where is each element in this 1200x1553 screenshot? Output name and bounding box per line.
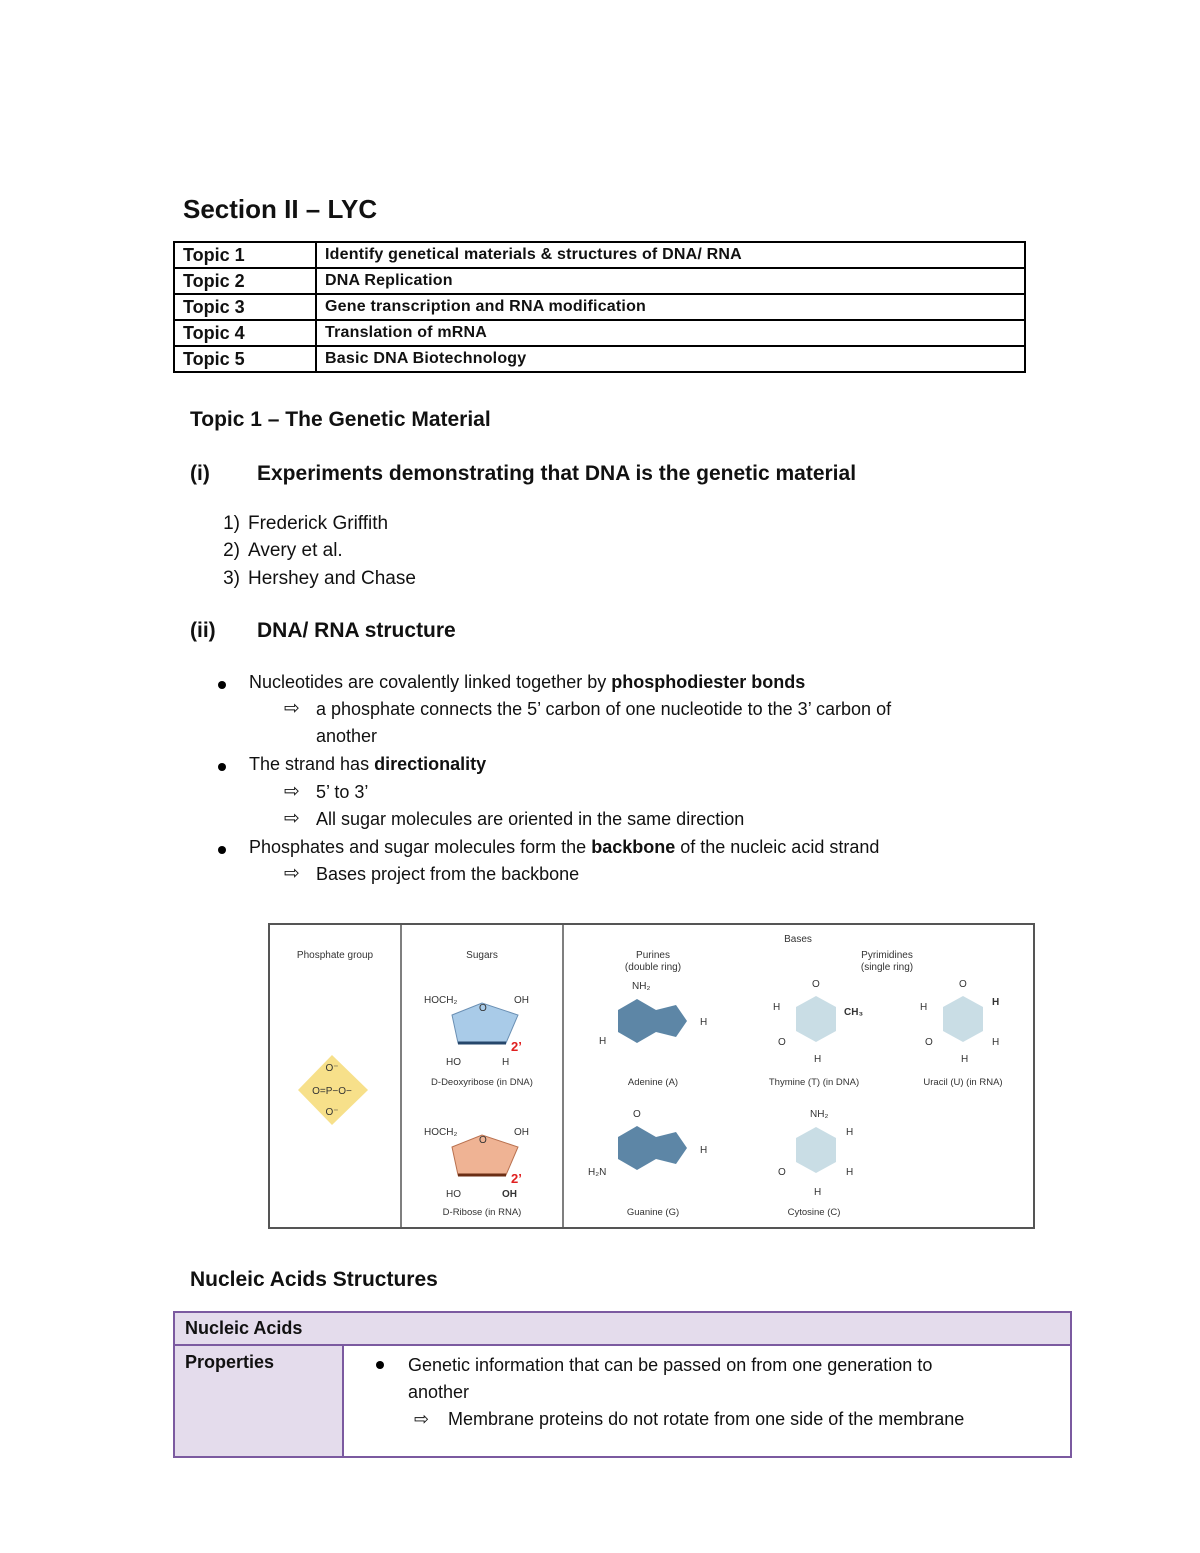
deoxyribose-label: D-Deoxyribose (in DNA) [431, 1077, 533, 1088]
uracil-label: Uracil (U) (in RNA) [923, 1077, 1003, 1088]
list-item [206, 568, 416, 590]
svg-text:O: O [778, 1167, 786, 1178]
ribose-label: D-Ribose (in RNA) [442, 1207, 522, 1218]
arrow-icon: ⇨ [284, 698, 300, 719]
properties-value [343, 1345, 1071, 1457]
topic-value: DNA Replication [316, 268, 1025, 294]
svg-text:O: O [812, 979, 820, 990]
svg-text:OH: OH [502, 1189, 517, 1200]
subheading-title: DNA/ RNA structure [257, 619, 456, 642]
sugars-label: Sugars [466, 950, 498, 961]
topic-value: Basic DNA Biotechnology [316, 346, 1025, 372]
topic-key: Topic 3 [174, 294, 316, 320]
svg-text:H: H [814, 1187, 822, 1198]
list-number: 2) [223, 540, 240, 561]
svg-text:H: H [992, 997, 1000, 1008]
subheading-number: (ii) [190, 619, 216, 642]
section-title: Section II – LYC [183, 194, 378, 224]
purines-label: Purines [636, 950, 670, 961]
svg-text:O: O [479, 1135, 487, 1146]
sub-bullet [408, 1406, 1060, 1433]
svg-text:H: H [961, 1054, 969, 1065]
svg-text:OH: OH [514, 995, 529, 1006]
svg-text:O: O [778, 1037, 786, 1048]
svg-text:H: H [920, 1002, 928, 1013]
table-row [174, 242, 1025, 268]
topic-key: Topic 5 [174, 346, 316, 372]
nucleic-acids-table [173, 1311, 1072, 1458]
svg-text:OH: OH [514, 1127, 529, 1138]
thymine-label: Thymine (T) (in DNA) [768, 1077, 860, 1088]
topic-key: Topic 4 [174, 320, 316, 346]
list-number: 3) [223, 568, 240, 589]
svg-text:2’: 2’ [511, 1171, 522, 1186]
svg-text:H: H [700, 1017, 708, 1028]
svg-text:O: O [633, 1109, 641, 1120]
phosphate-label: Phosphate group [296, 950, 374, 961]
cytosine-diagram [778, 1109, 853, 1218]
table-row [174, 320, 1025, 346]
svg-text:H: H [700, 1145, 708, 1156]
uracil-diagram [920, 979, 1003, 1088]
topic-key: Topic 2 [174, 268, 316, 294]
arrow-icon: ⇨ [284, 781, 300, 802]
arrow-icon: ⇨ [284, 808, 300, 829]
nucleotide-components-figure [268, 923, 1035, 1229]
svg-text:O: O [479, 1003, 487, 1014]
topics-table [173, 241, 1026, 373]
guanine-diagram [588, 1109, 707, 1218]
bullet-icon [376, 1361, 384, 1369]
purines-sub-label: (double ring) [624, 962, 682, 973]
svg-text:HO: HO [446, 1057, 461, 1068]
list-item [206, 513, 388, 535]
cytosine-label: Cytosine (C) [787, 1207, 841, 1218]
subheading-i [190, 462, 856, 486]
sub-bullet-text: All sugar molecules are oriented in the same direction [316, 809, 745, 829]
svg-text:H: H [814, 1054, 822, 1065]
table-row [174, 294, 1025, 320]
svg-text:O=P−O−: O=P−O− [312, 1086, 352, 1097]
svg-text:H₂N: H₂N [588, 1167, 607, 1178]
list-text: Avery et al. [248, 540, 343, 561]
topic-value: Gene transcription and RNA modification [316, 294, 1025, 320]
bullet-text: Genetic information that can be passed on from one generation to [408, 1355, 933, 1375]
bullet-icon [218, 681, 226, 689]
svg-text:H: H [502, 1057, 510, 1068]
bullet-text: another [408, 1382, 470, 1402]
list-text: Hershey and Chase [248, 568, 416, 589]
bullet-icon [218, 763, 226, 771]
table-row [174, 346, 1025, 372]
guanine-label: Guanine (G) [626, 1207, 680, 1218]
svg-text:O⁻: O⁻ [325, 1107, 339, 1118]
svg-text:NH₂: NH₂ [810, 1109, 829, 1120]
arrow-icon: ⇨ [414, 1409, 430, 1429]
svg-text:H: H [992, 1037, 1000, 1048]
topic-value: Identify genetical materials & structures of DNA/ RNA [316, 242, 1025, 268]
topic-value: Translation of mRNA [316, 320, 1025, 346]
svg-text:H: H [846, 1167, 854, 1178]
subheading-number: (i) [190, 462, 210, 485]
table-row [174, 1312, 1071, 1345]
topic1-heading: Topic 1 – The Genetic Material [190, 408, 491, 431]
list-number: 1) [223, 513, 240, 534]
adenine-diagram [599, 981, 707, 1088]
properties-label: Properties [174, 1345, 343, 1457]
thymine-diagram [769, 979, 864, 1088]
pyrimidines-sub-label: (single ring) [860, 962, 914, 973]
bullet-text: Phosphates and sugar molecules form the backbone of the nucleic acid strand [249, 837, 880, 857]
subheading-title: Experiments demonstrating that DNA is the genetic material [257, 462, 857, 485]
sub-bullet-text: a phosphate connects the 5’ carbon of one nucleotide to the 3’ carbon of [316, 699, 892, 719]
bullet-text: Nucleotides are covalently linked together by phosphodiester bonds [249, 672, 806, 692]
sub-bullet-text: Membrane proteins do not rotate from one side of the membrane [448, 1409, 965, 1429]
pyrimidines-label: Pyrimidines [861, 950, 913, 961]
svg-text:H: H [846, 1127, 854, 1138]
svg-text:2’: 2’ [511, 1039, 522, 1054]
list-text: Frederick Griffith [248, 513, 389, 534]
svg-text:O: O [925, 1037, 933, 1048]
ribose-diagram [424, 1127, 529, 1218]
svg-text:O: O [959, 979, 967, 990]
sub-bullet-text: Bases project from the backbone [316, 864, 580, 884]
table-header: Nucleic Acids [174, 1312, 1071, 1345]
subheading-ii [190, 619, 456, 643]
svg-text:HO: HO [446, 1189, 461, 1200]
bases-label: Bases [784, 934, 812, 945]
adenine-label: Adenine (A) [627, 1077, 679, 1088]
sub-bullet-text: another [316, 726, 378, 746]
topic-key: Topic 1 [174, 242, 316, 268]
arrow-icon: ⇨ [284, 863, 300, 884]
phosphate-diagram [298, 1055, 368, 1125]
nucleic-heading: Nucleic Acids Structures [190, 1268, 438, 1291]
svg-text:O⁻: O⁻ [325, 1063, 339, 1074]
svg-text:HOCH₂: HOCH₂ [424, 995, 458, 1006]
bullet-icon [218, 846, 226, 854]
svg-text:CH₃: CH₃ [844, 1007, 864, 1018]
bullet-text: The strand has directionality [249, 754, 487, 774]
svg-text:H: H [599, 1036, 607, 1047]
svg-text:NH₂: NH₂ [632, 981, 651, 992]
sub-bullet-text: 5’ to 3’ [316, 782, 369, 802]
table-row [174, 268, 1025, 294]
table-row [174, 1345, 1071, 1457]
deoxyribose-diagram [424, 995, 533, 1088]
svg-text:HOCH₂: HOCH₂ [424, 1127, 458, 1138]
list-item [206, 540, 343, 562]
svg-text:H: H [773, 1002, 781, 1013]
